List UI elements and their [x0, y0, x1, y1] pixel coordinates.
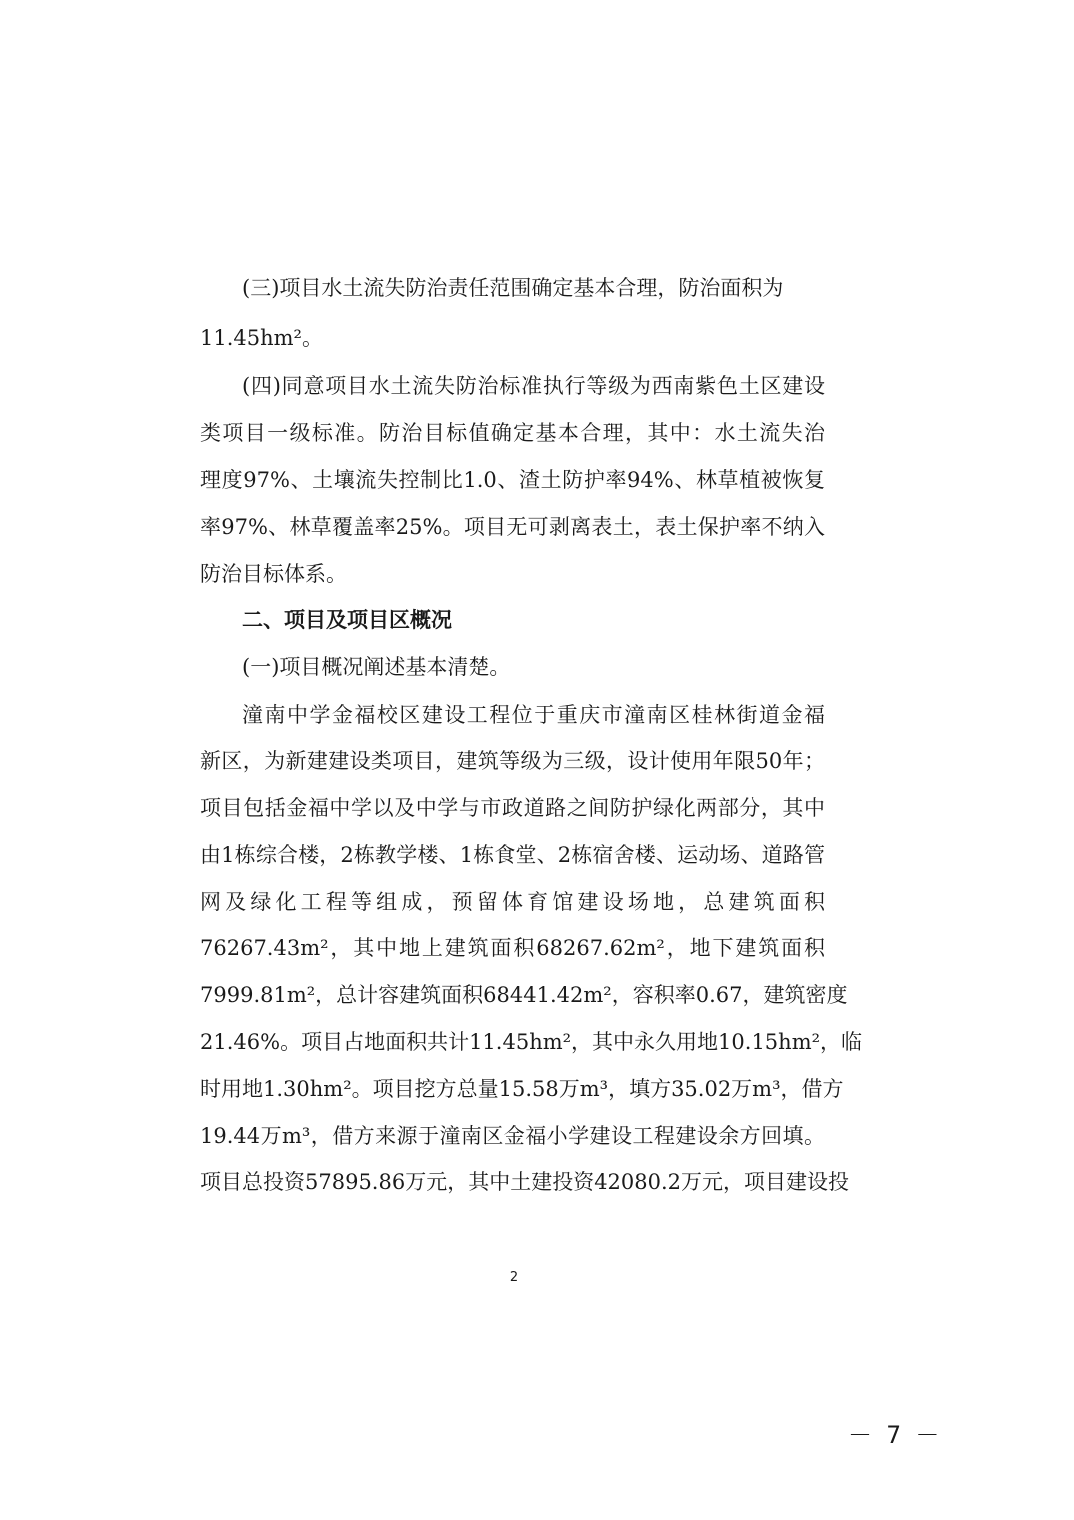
overview-line-2: 新区，为新建建设类项目，建筑等级为三级，设计使用年限50年；	[200, 749, 825, 773]
overview-line-6: 76267.43m²，其中地上建筑面积68267.62m²，地下建筑面积	[200, 936, 825, 960]
overview-line-7: 7999.81m²，总计容建筑面积68441.42m²，容积率0.67，建筑密度	[200, 983, 848, 1007]
paragraph-4-line-2: 类项目一级标准。防治目标值确定基本合理，其中：水土流失治	[200, 421, 825, 445]
paragraph-3-line-2: 11.45hm²。	[200, 326, 323, 350]
inner-page-number: 2	[509, 1270, 519, 1285]
subsection-heading: (一)项目概况阐述基本清楚。	[242, 655, 511, 679]
overview-line-8: 21.46%。项目占地面积共计11.45hm²，其中永久用地10.15hm²，临	[200, 1030, 863, 1054]
overview-line-9: 时用地1.30hm²。项目挖方总量15.58万m³，填方35.02万m³，借方	[200, 1077, 844, 1101]
paragraph-4-line-5: 防治目标体系。	[200, 562, 347, 586]
outer-page-number: － 7 －	[848, 1421, 940, 1449]
paragraph-4-line-3: 理度97%、土壤流失控制比1.0、渣土防护率94%、林草植被恢复	[200, 468, 825, 492]
overview-line-1: 潼南中学金福校区建设工程位于重庆市潼南区桂林街道金福	[242, 703, 825, 727]
overview-line-5: 网及绿化工程等组成，预留体育馆建设场地，总建筑面积	[200, 890, 825, 914]
overview-line-4: 由1栋综合楼，2栋教学楼、1栋食堂、2栋宿舍楼、运动场、道路管	[200, 843, 825, 867]
overview-line-11: 项目总投资57895.86万元，其中土建投资42080.2万元，项目建设投	[200, 1170, 850, 1194]
overview-line-10: 19.44万m³，借方来源于潼南区金福小学建设工程建设余方回填。	[200, 1124, 825, 1148]
overview-line-3: 项目包括金福中学以及中学与市政道路之间防护绿化两部分，其中	[200, 796, 825, 820]
section-heading: 二、项目及项目区概况	[242, 607, 452, 632]
paragraph-4-line-4: 率97%、林草覆盖率25%。项目无可剥离表土，表土保护率不纳入	[200, 515, 825, 539]
paragraph-3-line-1: (三)项目水土流失防治责任范围确定基本合理，防治面积为	[242, 276, 784, 300]
paragraph-4-line-1: (四)同意项目水土流失防治标准执行等级为西南紫色土区建设	[242, 374, 825, 398]
